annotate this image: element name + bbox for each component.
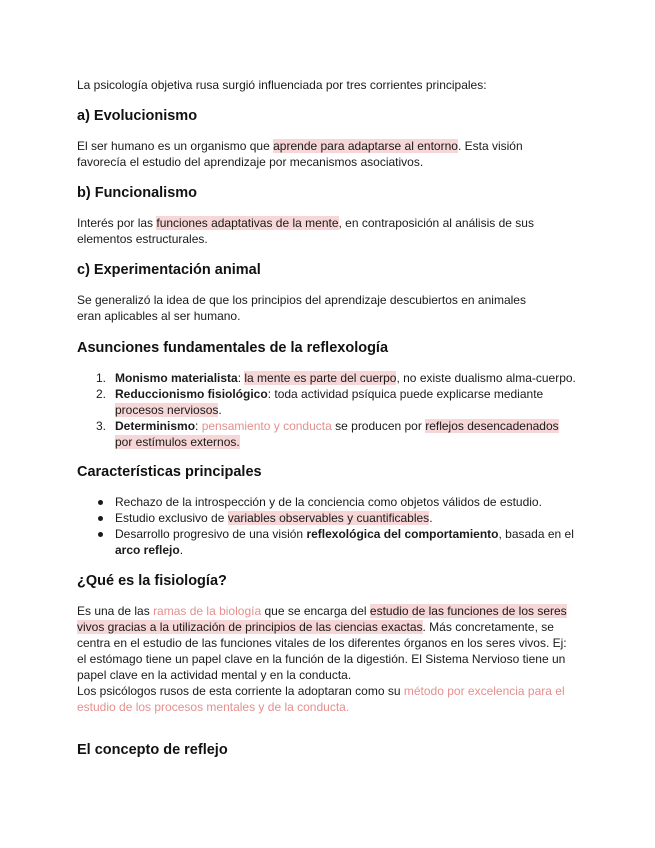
- highlight-text: procesos nerviosos: [115, 403, 219, 417]
- highlight-text: variables observables y cuantificables: [227, 511, 430, 525]
- asunciones-list: [77, 370, 577, 450]
- bullet-icon: [98, 532, 103, 537]
- heading-evolucionismo: a) Evolucionismo: [77, 108, 198, 124]
- list-item: Estudio exclusivo de variables observables y cuantificables.: [77, 510, 577, 526]
- heading-asunciones: Asunciones fundamentales de la reflexología: [77, 340, 389, 356]
- heading-caracteristicas: Características principales: [77, 464, 262, 480]
- fisiologia-paragraph: Es una de las ramas de la biología que se encarga del estudio de las funciones de los seres vivos gracias a la utilización de principios de las ciencias exactas. Más concretamente, se centra en el estudio de las funciones vitales de los diferentes órganos en los seres vivos. Ej: el estómago tiene un papel clave en la función de la digestión. El Sistema Nervioso tiene un papel clave en la actividad mental y en la conducta. Los psicólogos rusos de esta corriente la adoptaran como su método por excelencia para el estudio de los procesos mentales y de la conducta.: [77, 604, 567, 714]
- highlight-text: estudio de las funciones de los seres vivos gracias a la utilización de principios de las ciencias exactas: [77, 604, 567, 634]
- bullet-icon: [98, 516, 103, 521]
- highlight-text: funciones adaptativas de la mente: [156, 216, 339, 230]
- pink-text: ramas de la biología: [153, 604, 262, 618]
- caracteristicas-list: [77, 494, 577, 558]
- pink-text: método por excelencia para el estudio de los procesos mentales y de la conducta.: [77, 684, 565, 714]
- evolucionismo-paragraph: El ser humano es un organismo que aprende para adaptarse al entorno. Esta visión favorecía el estudio del aprendizaje por mecanismos asociativos.: [77, 139, 523, 169]
- funcionalismo-paragraph: Interés por las funciones adaptativas de la mente, en contraposición al análisis de sus elementos estructurales.: [77, 216, 534, 246]
- list-item: 3. Determinismo: pensamiento y conducta se producen por reflejos desencadenados por estímulos externos.: [96, 419, 559, 449]
- highlight-text: la mente es parte del cuerpo: [244, 371, 397, 385]
- heading-experimentacion-animal: c) Experimentación animal: [77, 262, 261, 278]
- heading-concepto-reflejo: El concepto de reflejo: [77, 742, 228, 758]
- experimentacion-paragraph: Se generalizó la idea de que los principios del aprendizaje descubiertos en animales eran aplicables al ser humano.: [77, 293, 526, 323]
- intro-paragraph: La psicología objetiva rusa surgió influenciada por tres corrientes principales:: [77, 78, 487, 92]
- pink-text: pensamiento y conducta: [201, 419, 332, 433]
- list-item: 1. Monismo materialista: la mente es parte del cuerpo, no existe dualismo alma-cuerpo.: [96, 371, 576, 385]
- list-item: Desarrollo progresivo de una visión reflexológica del comportamiento, basada en el arco reflejo.: [77, 526, 577, 558]
- list-item: 2. Reduccionismo fisiológico: toda actividad psíquica puede explicarse mediante procesos nerviosos.: [96, 387, 544, 417]
- list-item: Rechazo de la introspección y de la conciencia como objetos válidos de estudio.: [77, 494, 577, 510]
- highlight-text: aprende para adaptarse al entorno: [273, 139, 458, 153]
- bullet-icon: [98, 500, 103, 505]
- heading-fisiologia: ¿Qué es la fisiología?: [77, 573, 227, 589]
- heading-funcionalismo: b) Funcionalismo: [77, 185, 198, 201]
- highlight-text: reflejos desencadenados por estímulos externos.: [115, 419, 559, 449]
